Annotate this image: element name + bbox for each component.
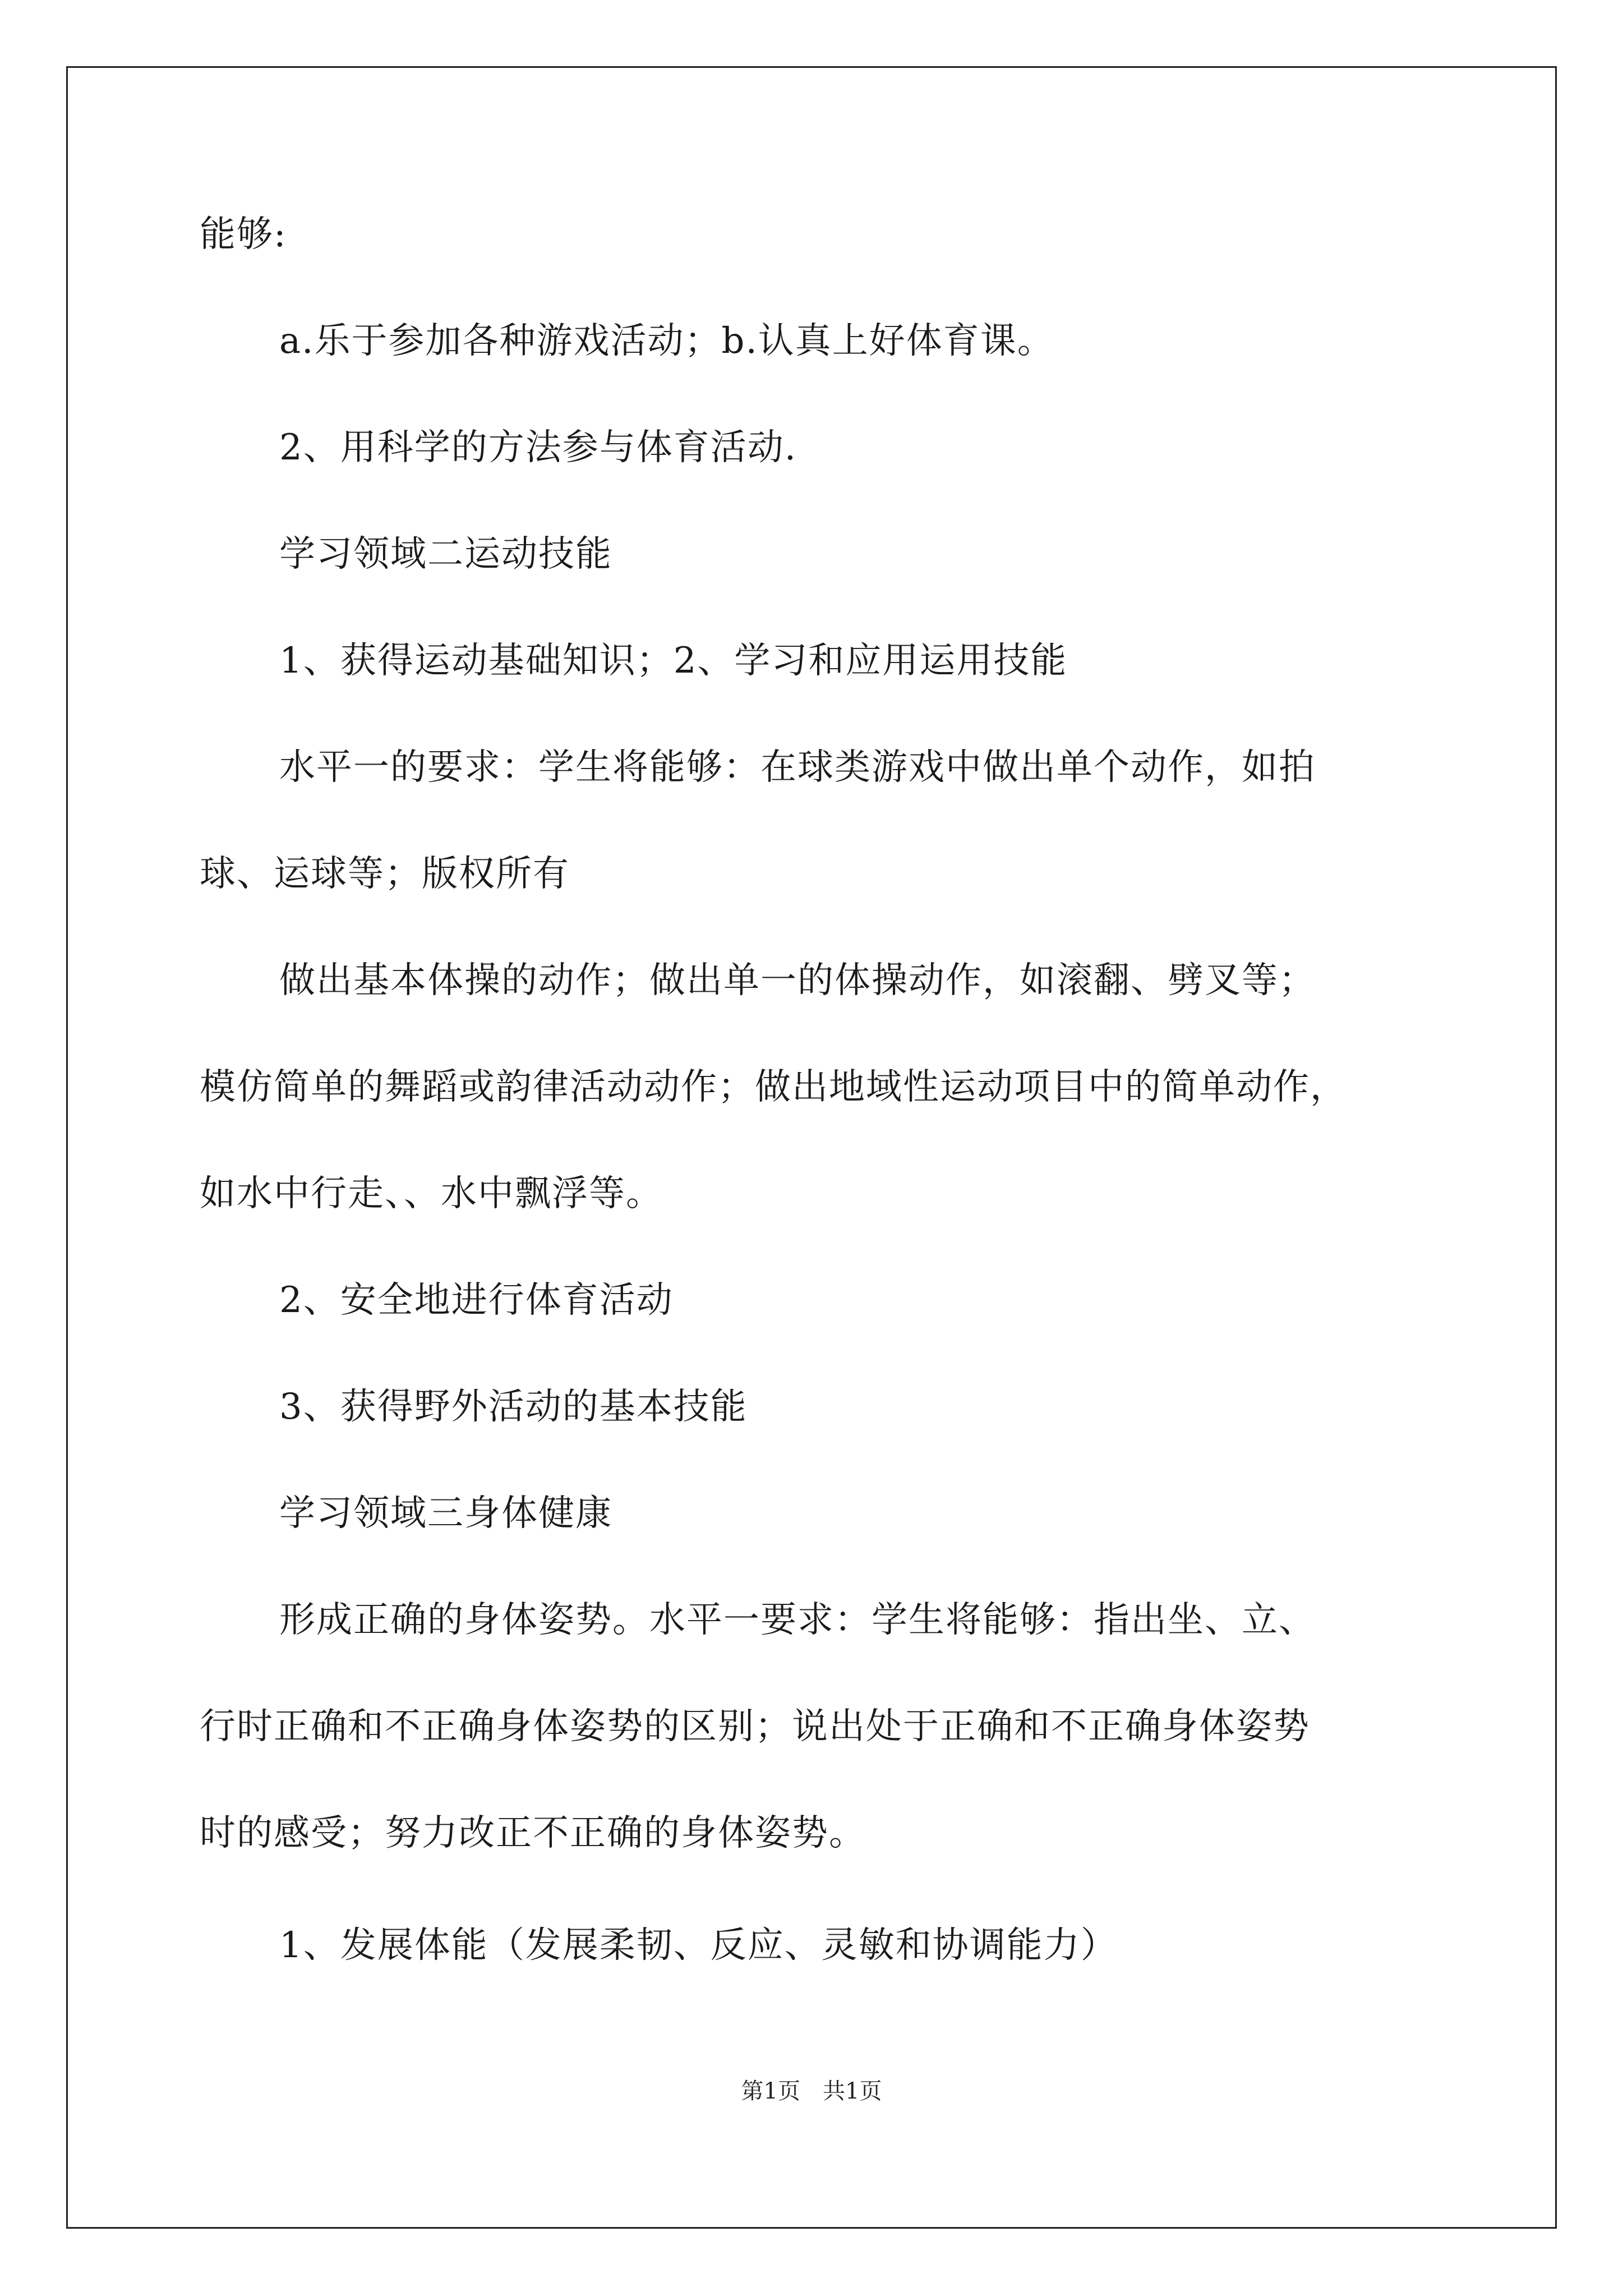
body-line-2: a.乐于参加各种游戏活动；b.认真上好体育课。: [279, 320, 1054, 362]
body-line-11: 2、安全地进行体育活动: [279, 1280, 674, 1321]
body-line-7: 球、运球等；版权所有: [200, 853, 570, 895]
page-footer: [0, 2074, 1623, 2108]
body-line-17: 1、发展体能（发展柔韧、反应、灵敏和协调能力）: [279, 1925, 1118, 1966]
body-line-10: 如水中行走、、水中飘浮等。: [200, 1173, 663, 1214]
body-line-9: 模仿简单的舞蹈或韵律活动动作；做出地域性运动项目中的简单动作，: [200, 1066, 1347, 1108]
page-number-total: 共1页: [823, 2078, 882, 2104]
body-line-6: 水平一的要求：学生将能够：在球类游戏中做出单个动作，如拍: [279, 747, 1316, 788]
page-number-current: 第1页: [741, 2078, 800, 2104]
body-line-14: 形成正确的身体姿势。水平一要求：学生将能够：指出坐、立、: [279, 1599, 1316, 1641]
body-line-1: 能够:: [200, 214, 287, 255]
body-line-12: 3、获得野外活动的基本技能: [279, 1386, 748, 1428]
body-line-5: 1、获得运动基础知识；2、学习和应用运用技能: [279, 640, 1068, 682]
body-line-16: 时的感受；努力改正不正确的身体姿势。: [200, 1812, 866, 1854]
page-border: [66, 66, 1557, 2229]
section-heading-2: 学习领域二运动技能: [279, 533, 612, 575]
body-line-8: 做出基本体操的动作；做出单一的体操动作，如滚翻、劈叉等；: [279, 960, 1316, 1001]
body-line-3: 2、用科学的方法参与体育活动.: [279, 427, 797, 468]
body-line-15: 行时正确和不正确身体姿势的区别；说出处于正确和不正确身体姿势: [200, 1706, 1310, 1747]
section-heading-3: 学习领域三身体健康: [279, 1493, 612, 1534]
